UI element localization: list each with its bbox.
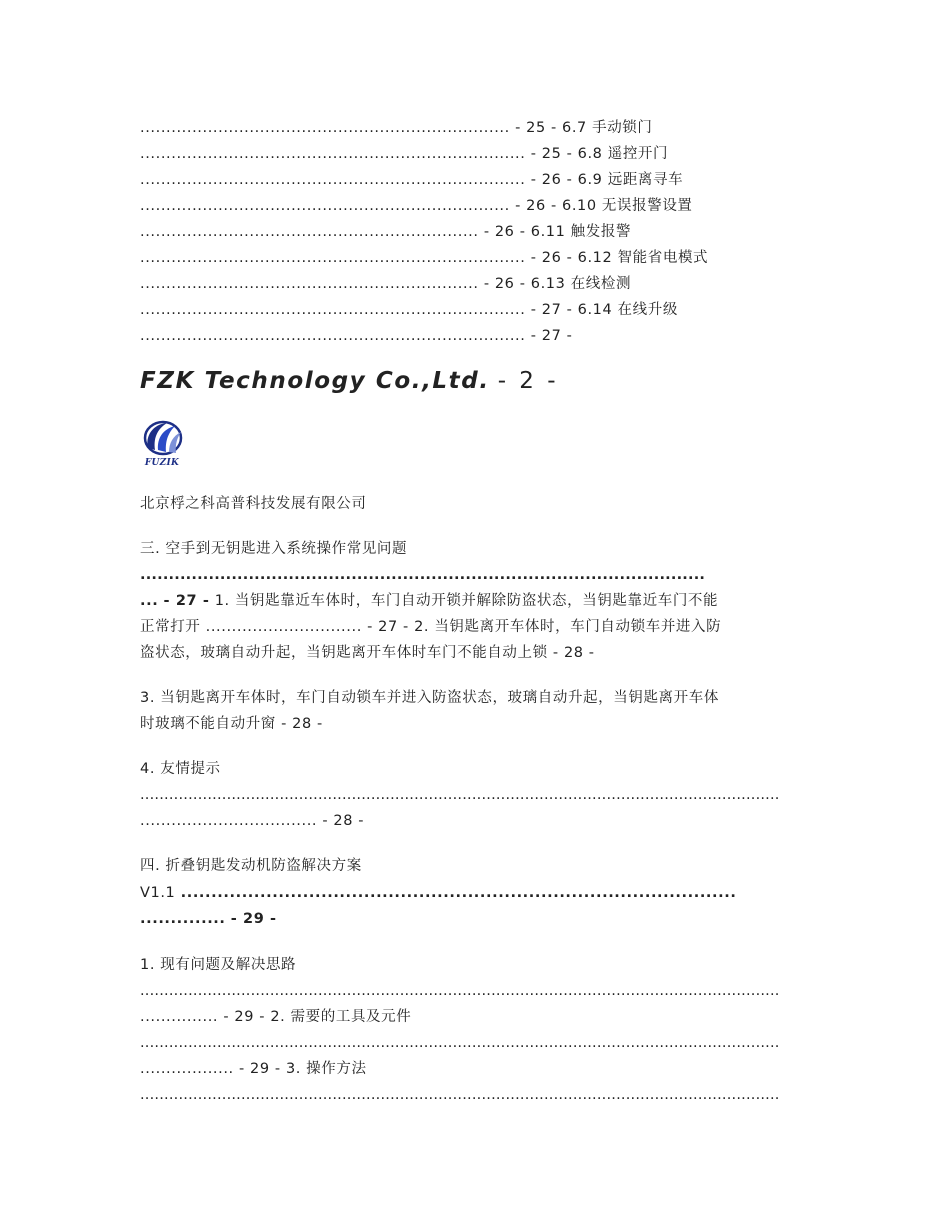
item-1-page: - 27 - [367, 619, 409, 635]
toc-line [140, 170, 683, 190]
dot-leader: ... [140, 593, 159, 609]
dot-leader: ..................................................................................................................................... [140, 787, 780, 803]
toc-entry: - 25 - 6.8 遥控开门 [530, 146, 669, 162]
item-2-text: 2. 当钥匙离开车体时，车门自动锁车并进入防 [414, 619, 722, 635]
section-4-item-2-leader [140, 1030, 808, 1056]
section-3-item-4-title: 4. 友情提示 [140, 761, 221, 777]
company-name: 北京桴之科高普科技发展有限公司 [140, 496, 367, 512]
toc-leader-dots: .......................................................................... [140, 250, 526, 266]
section-4-page: - 29 - [230, 911, 277, 927]
toc-leader-dots: ................................................................. [140, 224, 479, 240]
section-4-title: 四. 折叠钥匙发动机防盗解决方案 [140, 858, 362, 874]
company-brand-title: FZK Technology Co.,Ltd. [140, 368, 490, 394]
toc-leader-dots: .......................................................................... [140, 302, 526, 318]
dot-leader: ........................................................................................... [180, 885, 737, 901]
dot-leader: ..................................................................................................................................... [140, 1035, 780, 1051]
section-4-item-1-leader [140, 978, 808, 1004]
toc-line [140, 248, 708, 268]
toc-entry: - 25 - 6.7 手动锁门 [515, 120, 653, 136]
item-1-text-cont: 正常打开 [140, 619, 201, 635]
dot-leader: ................................................................................................... [140, 567, 706, 583]
section-4-item-3-leader [140, 1082, 808, 1108]
section-3-item-4-leader [140, 782, 808, 808]
section-3-item-3-cont: 时玻璃不能自动升窗 - 28 - [140, 716, 323, 732]
toc-line [140, 326, 572, 346]
toc-entry: - 26 - 6.13 在线检测 [483, 276, 632, 292]
dot-leader: ..................................................................................................................................... [140, 983, 780, 999]
toc-line [140, 300, 678, 320]
toc-leader-dots: ....................................................................... [140, 198, 510, 214]
section-4-item-1-title: 1. 现有问题及解决思路 [140, 957, 297, 973]
toc-line [140, 144, 668, 164]
page-heading [140, 368, 559, 394]
toc-line [140, 274, 631, 294]
item-2-page: - 29 - [238, 1061, 281, 1077]
toc-entry: - 26 - 6.10 无误报警设置 [515, 198, 693, 214]
toc-leader-dots: .......................................................................... [140, 146, 526, 162]
section-4-page-line [140, 906, 808, 932]
dot-leader: .................. [140, 1061, 234, 1077]
logo-swirl-icon [139, 418, 185, 460]
dot-leader: .............................. [205, 619, 362, 635]
toc-leader-dots: ....................................................................... [140, 120, 510, 136]
section-3-item-3: 3. 当钥匙离开车体时，车门自动锁车并进入防盗状态，玻璃自动升起，当钥匙离开车体 [140, 690, 719, 706]
section-3-item-1-2-line [140, 614, 808, 640]
dot-leader: ............... [140, 1009, 219, 1025]
dot-leader: ..................................................................................................................................... [140, 1087, 780, 1103]
toc-leader-dots: .......................................................................... [140, 328, 526, 344]
dot-leader: .................................. [140, 813, 318, 829]
item-2-title: 2. 需要的工具及元件 [270, 1009, 412, 1025]
toc-entry: - 27 - [530, 328, 573, 344]
dot-leader: .............. [140, 911, 226, 927]
item-3-title: 3. 操作方法 [285, 1061, 367, 1077]
company-logo [139, 418, 185, 470]
section-3-item-4-page-line [140, 808, 808, 834]
item-4-page: - 28 - [322, 813, 365, 829]
toc-line [140, 196, 693, 216]
section-4-item-1-2-line [140, 1004, 808, 1030]
toc-leader-dots: ................................................................. [140, 276, 479, 292]
section-3-dot-leader [140, 562, 808, 588]
page-number: - 2 - [497, 368, 559, 394]
toc-entry: - 26 - 6.11 触发报警 [483, 224, 632, 240]
item-1-text: 1. 当钥匙靠近车体时，车门自动开锁并解除防盗状态，当钥匙靠近车门不能 [214, 593, 719, 609]
toc-line [140, 118, 653, 138]
section-4-item-2-3-line [140, 1056, 808, 1082]
section-3-page: - 27 - [163, 593, 210, 609]
item-1-page: - 29 - [223, 1009, 266, 1025]
toc-line [140, 222, 631, 242]
section-4-version-line [140, 880, 808, 906]
logo-text: FUZIK [144, 458, 180, 468]
section-3-title: 三. 空手到无钥匙进入系统操作常见问题 [140, 541, 408, 557]
toc-entry: - 26 - 6.12 智能省电模式 [530, 250, 709, 266]
section-4-version: V1.1 [140, 885, 176, 901]
section-3-item-2-cont: 盗状态，玻璃自动升起，当钥匙离开车体时车门不能自动上锁 - 28 - [140, 645, 595, 661]
section-3-item-1-line [140, 588, 808, 614]
toc-entry: - 26 - 6.9 远距离寻车 [530, 172, 684, 188]
toc-leader-dots: .......................................................................... [140, 172, 526, 188]
toc-entry: - 27 - 6.14 在线升级 [530, 302, 678, 318]
